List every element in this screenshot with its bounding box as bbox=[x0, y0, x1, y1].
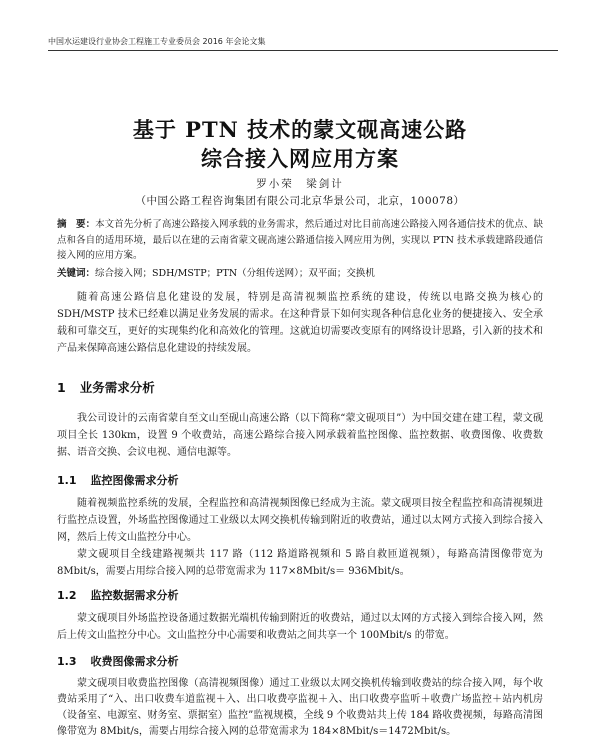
section-1-1-heading bbox=[57, 472, 543, 488]
section-1-3-number: 1.3 bbox=[57, 655, 77, 668]
abstract bbox=[57, 217, 543, 264]
section-1-paragraph: 我公司设计的云南省蒙自至文山至砚山高速公路（以下简称“蒙文砚项目”）为中国交建在建工程，蒙文砚项目全长 130km，设置 9 个收费站，高速公路综合接入网承载着监控图像、监控数据、收费图像、收费数据、语音交换、会议电视、通信电源等。 bbox=[57, 413, 543, 458]
abstract-label: 摘 要： bbox=[57, 219, 96, 230]
paper-title-line-2: 综合接入网应用方案 bbox=[201, 146, 399, 171]
section-1-2-heading bbox=[57, 587, 543, 603]
section-1-1-paragraph-2: 蒙文砚项目全线建路视频共 117 路（112 路道路视频和 5 路自救匝道视频），每路高清图像带宽为 8Mbit/s，需要占用综合接入网的总带宽需求为 117×8Mbit/s＝ 936Mbit/s。 bbox=[57, 549, 543, 577]
keywords-text: 综合接入网；SDH/MSTP；PTN（分组传送网）；双平面；交换机 bbox=[95, 268, 375, 279]
section-1-heading bbox=[57, 378, 543, 396]
section-1-number: 1 bbox=[57, 380, 66, 395]
section-1-1-title: 监控图像需求分析 bbox=[90, 474, 179, 487]
keywords-label: 关键词： bbox=[57, 268, 96, 279]
section-1-1-paragraph-1: 随着视频监控系统的发展，全程监控和高清视频图像已经成为主流。蒙文砚项目按全程监控和高清视频进行监控点设置，外场监控图像通过工业级以太网交换机传输到附近的收费站，通过以太网方式接入到综合接入网，然后上传文山监控分中心。 bbox=[57, 498, 543, 543]
section-1-2-number: 1.2 bbox=[57, 589, 77, 602]
section-1-3-title: 收费图像需求分析 bbox=[90, 655, 179, 668]
section-1-1-number: 1.1 bbox=[57, 474, 77, 487]
section-1-title: 业务需求分析 bbox=[79, 380, 155, 395]
abstract-text: 本文首先分析了高速公路接入网承载的业务需求，然后通过对比目前高速公路接入网各通信技术的优点、缺点和各自的适用环境，最后以在建的云南省蒙文砚高速公路通信接入网应用为例，实现以 PTN 技术承载建路段通信接入网的应用方案。 bbox=[57, 219, 543, 261]
running-header: 中国水运建设行业协会工程施工专业委员会 2016 年会论文集 bbox=[48, 37, 266, 46]
section-1-3-heading bbox=[57, 653, 543, 669]
section-1-2-title: 监控数据需求分析 bbox=[90, 589, 179, 602]
section-1-2-paragraph: 蒙文砚项目外场监控设备通过数据光端机传输到附近的收费站，通过以太网的方式接入到综合接入网，然后上传文山监控分中心。文山监控分中心需要和收费站之间共享一个 100Mbit/s 的带宽。 bbox=[57, 613, 543, 641]
section-1-3-paragraph: 蒙文砚项目收费监控图像（高清视频图像）通过工业级以太网交换机传输到收费站的综合接入网，每个收费站采用了“入、出口收费车道监视＋入、出口收费亭监视＋入、出口收费亭监听＋收费广场监控＋站内机房（设备室、电源室、财务室、票据室）监控”监视规模，全线 9 个收费站共上传 184 路收费视频，每路高清图像带宽为 8Mbit/s，需要占用综合接入网的总带宽需求为 184×8Mbit/s＝1472Mbit/s。 bbox=[57, 678, 543, 737]
authors: 罗小荣 梁剑计 bbox=[256, 178, 344, 190]
affiliation: （中国公路工程咨询集团有限公司北京华景公司，北京，100078） bbox=[135, 195, 465, 207]
paper-title-line-1: 基于 PTN 技术的蒙文砚高速公路 bbox=[132, 117, 468, 142]
intro-paragraph: 随着高速公路信息化建设的发展，特别是高清视频监控系统的建设，传统以电路交换为核心的 SDH/MSTP 技术已经难以满足业务发展的需求。在这种背景下如何实现各种信息化业务的便捷接入、安全承载和可靠交互，更好的实现集约化和高效化的管理。这就迫切需要改变原有的网络设计思路，引入新的技术和产品来保障高速公路信息化建设的持续发展。 bbox=[57, 292, 543, 354]
keywords bbox=[57, 266, 543, 281]
header-rule bbox=[48, 50, 558, 51]
